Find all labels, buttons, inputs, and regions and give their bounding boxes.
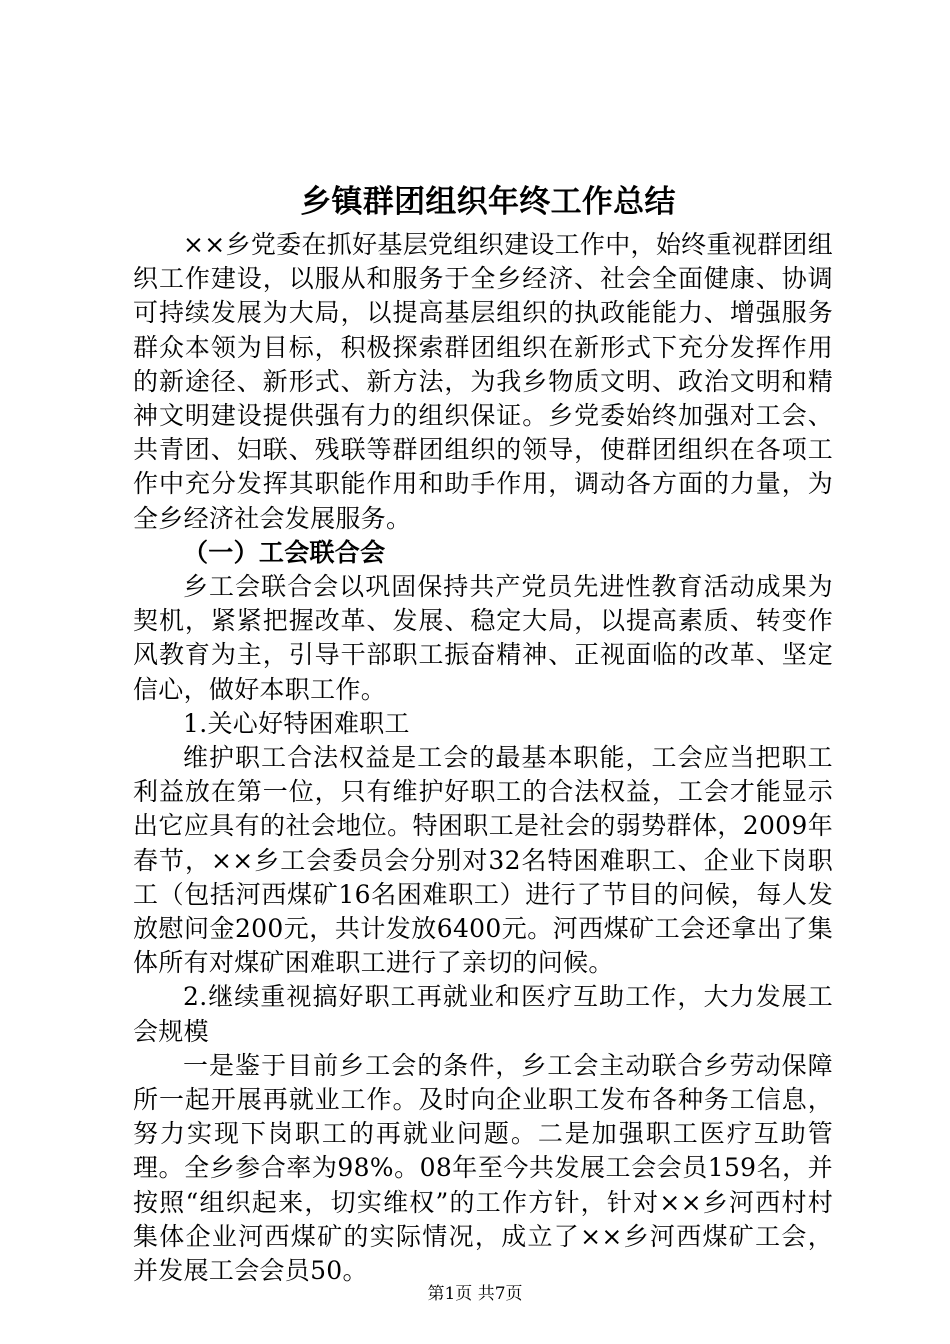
document-body: [133, 180, 833, 1288]
item1-paragraph: 维护职工合法权益是工会的最基本职能，工会应当把职工利益放在第一位，只有维护好职工的合法权益，工会才能显示出它应具有的社会地位。特困职工是社会的弱势群体，2009年春节，××乡工会委员会分别对32名特困难职工、企业下岗职工（包括河西煤矿16名困难职工）进行了节目的问候，每人发放慰问金200元，共计发放6400元。河西煤矿工会还拿出了集体所有对煤矿困难职工进行了亲切的问候。: [133, 743, 833, 978]
item1-title: 1.关心好特困难职工: [183, 708, 410, 738]
section-heading-trade-union: （一）工会联合会: [183, 537, 386, 567]
page-footer: 第1页 共7页: [427, 1284, 523, 1304]
section-intro-paragraph: 乡工会联合会以巩固保持共产党员先进性教育活动成果为契机，紧紧把握改革、发展、稳定大局，以提高素质、转变作风教育为主，引导干部职工振奋精神、正视面临的改革、坚定信心，做好本职工作。: [133, 572, 833, 704]
document-title: 乡镇群团组织年终工作总结: [300, 184, 676, 220]
intro-paragraph: ××乡党委在抓好基层党组织建设工作中，始终重视群团组织工作建设，以服从和服务于全乡经济、社会全面健康、协调可持续发展为大局，以提高基层组织的执政能能力、增强服务群众本领为目标，积极探索群团组织在新形式下充分发挥作用的新途径、新形式、新方法，为我乡物质文明、政治文明和精神文明建设提供强有力的组织保证。乡党委始终加强对工会、共青团、妇联、残联等群团组织的领导，使群团组织在各项工作中充分发挥其职能作用和助手作用，调动各方面的力量，为全乡经济社会发展服务。: [133, 230, 833, 533]
item2-paragraph: 一是鉴于目前乡工会的条件，乡工会主动联合乡劳动保障所一起开展再就业工作。及时向企业职工发布各种务工信息，努力实现下岗职工的再就业问题。二是加强职工医疗互助管理。全乡参合率为98%。08年至今共发展工会会员159名，并按照“组织起来，切实维权”的工作方针，针对××乡河西村村集体企业河西煤矿的实际情况，成立了××乡河西煤矿工会，并发展工会会员50。: [133, 1050, 833, 1286]
item2-title: 2.继续重视搞好职工再就业和医疗互助工作，大力发展工会规模: [133, 982, 833, 1046]
